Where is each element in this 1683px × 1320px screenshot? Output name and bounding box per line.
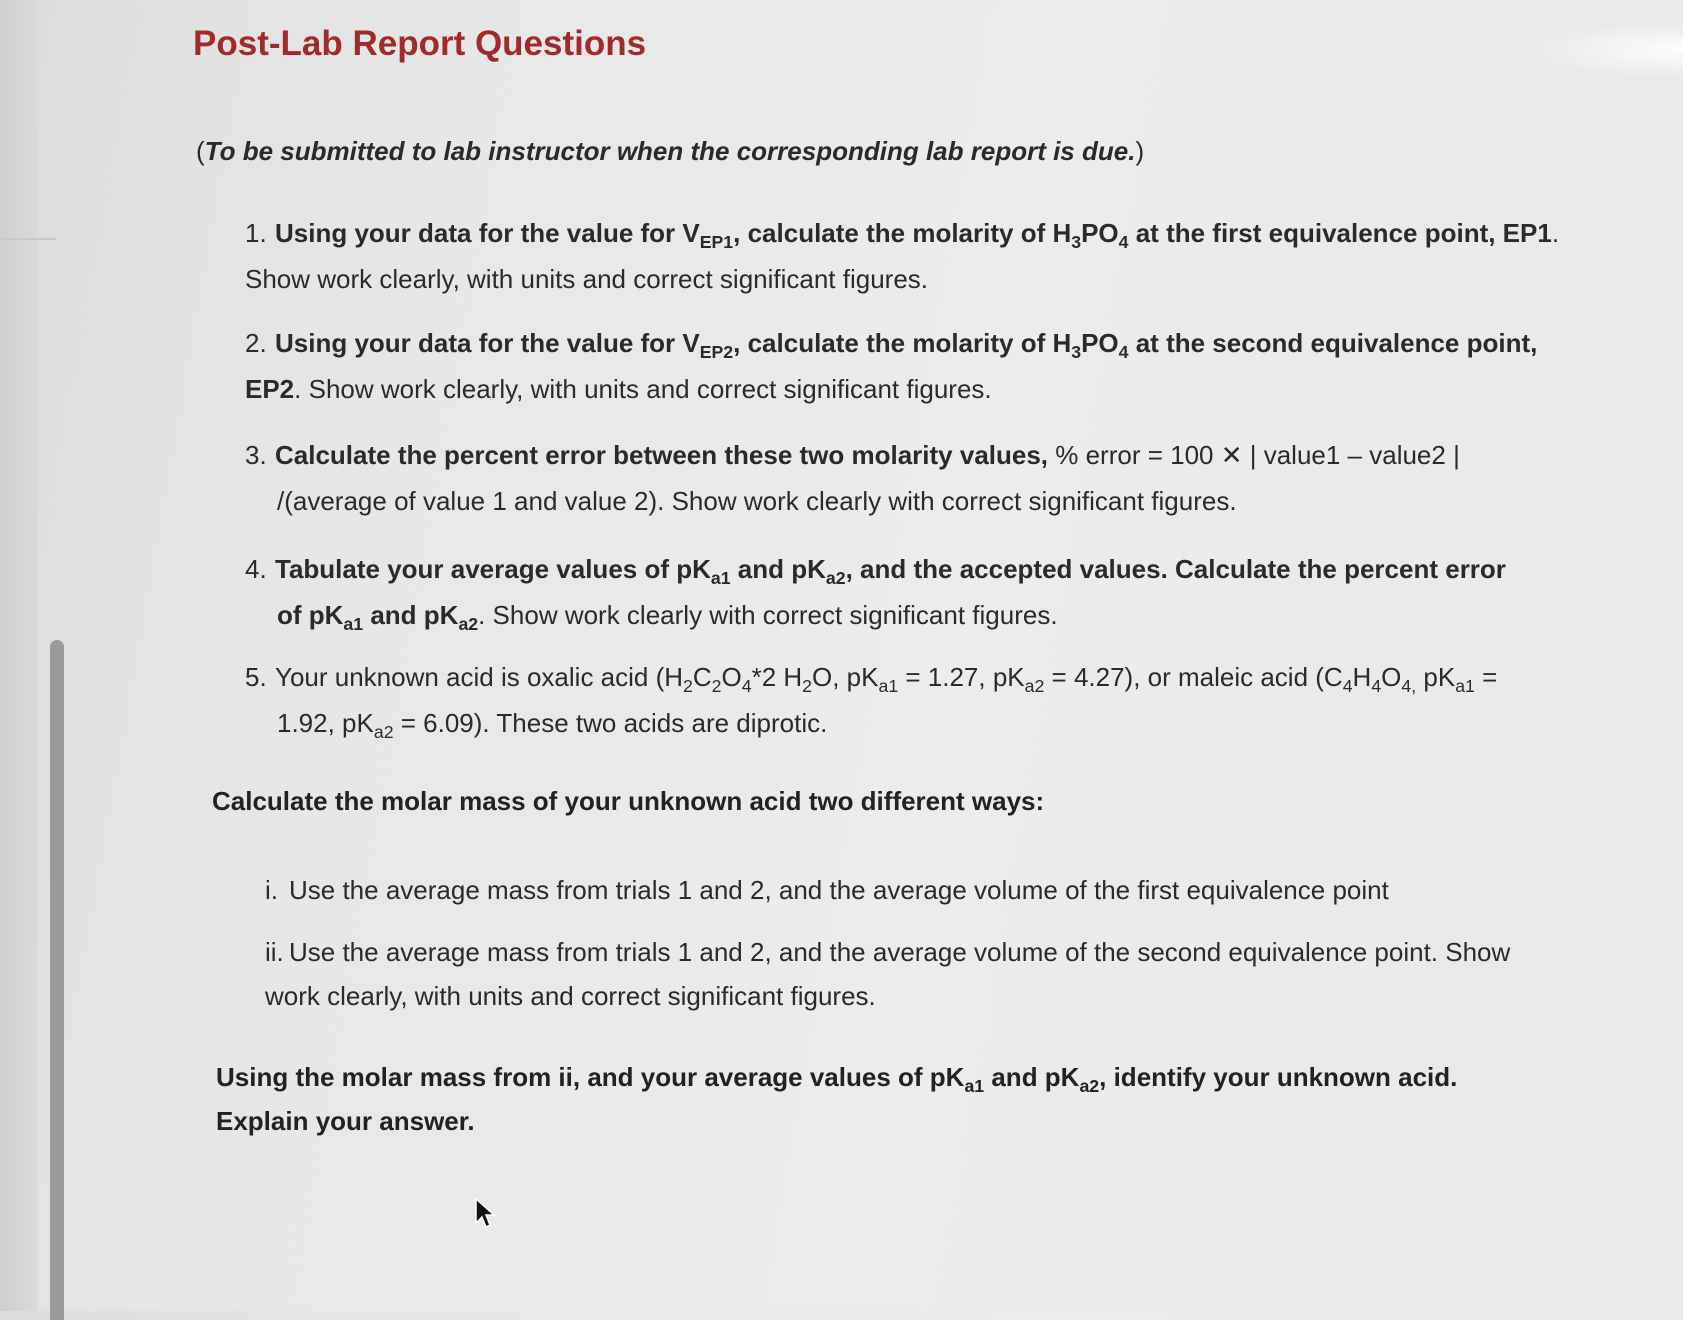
question-1	[245, 210, 1575, 302]
submission-note: (To be submitted to lab instructor when the corresponding lab report is due.)	[196, 136, 1145, 166]
question-text: Tabulate your average values of pK	[275, 554, 711, 584]
question-text: = 4.27), or maleic acid (C	[1044, 662, 1343, 692]
question-2	[245, 320, 1575, 412]
question-instructions: . Show work clearly, with units and correct significant figures.	[294, 374, 992, 404]
question-text: , calculate the molarity of H	[733, 328, 1072, 358]
sub-item-ii	[265, 930, 1565, 1018]
submission-note-text: To be submitted to lab instructor when the corresponding lab report is due.	[204, 136, 1136, 166]
question-number: 3.	[245, 440, 267, 470]
question-text: PO	[1081, 328, 1119, 358]
subscript: EP1	[699, 232, 734, 253]
question-number: 2.	[245, 328, 267, 358]
question-text: H	[1352, 662, 1372, 692]
question-text: Using your data for the value for V	[275, 218, 700, 248]
question-text: pK	[1416, 662, 1456, 692]
sub-item-text: Use the average mass from trials 1 and 2, and the average volume of the first equivalence point	[289, 875, 1389, 905]
sub-item-i	[265, 868, 1565, 912]
question-text: , calculate the molarity of H	[733, 218, 1072, 248]
subscript: a2	[458, 614, 479, 635]
subscript: 4	[1118, 342, 1129, 363]
question-text: , and the accepted values. Calculate the percent error	[845, 554, 1506, 584]
subscript: 3	[1071, 342, 1082, 363]
question-text: 1.92, pK	[277, 708, 374, 738]
question-text: , identify your unknown acid. Explain your answer.	[216, 1062, 1458, 1136]
sub-item-number: i.	[265, 875, 278, 905]
subscript: a1	[710, 568, 731, 589]
subscript: a2	[1079, 1076, 1100, 1097]
subscript: a1	[343, 614, 364, 635]
question-text: =	[1474, 662, 1498, 692]
subscript: 2	[711, 676, 722, 697]
question-text: = 1.27, pK	[898, 662, 1025, 692]
question-text: at the first equivalence point, EP1	[1128, 218, 1552, 248]
subscript: 4	[1118, 232, 1129, 253]
question-text: Using the molar mass from ii, and your average values of pK	[216, 1062, 965, 1092]
subscript: 4	[1371, 676, 1382, 697]
question-instructions: . Show work clearly with correct significant figures.	[478, 600, 1058, 630]
question-text: at the second equivalence point, EP2	[245, 328, 1538, 404]
question-instructions: . Show work clearly, with units and correct significant figures.	[245, 218, 1560, 294]
mouse-cursor-icon	[474, 1197, 496, 1229]
question-text: and pK	[363, 600, 459, 630]
question-text: Your unknown acid is oxalic acid (H	[275, 662, 684, 692]
question-instructions: /(average of value 1 and value 2). Show work clearly with correct significant figures.	[277, 486, 1237, 516]
question-4	[245, 546, 1575, 638]
question-text: and pK	[984, 1062, 1080, 1092]
question-text: O	[721, 662, 742, 692]
question-text: Calculate the percent error between these two molarity values,	[275, 440, 1049, 470]
subscript: 4	[1342, 676, 1353, 697]
subscript: 2	[802, 676, 812, 697]
page-title: Post-Lab Report Questions	[193, 24, 647, 63]
subscript: a1	[964, 1076, 985, 1097]
question-text: *2 H	[751, 662, 803, 692]
question-text: = 6.09). These two acids are diprotic.	[393, 708, 828, 738]
question-text: and pK	[730, 554, 826, 584]
percent-error-formula: % error = 100 ✕ | value1 – value2 |	[1048, 440, 1460, 470]
subscript: 4	[741, 676, 752, 697]
question-text: of pK	[277, 600, 344, 630]
question-number: 5.	[245, 662, 267, 692]
question-text: C	[692, 662, 712, 692]
subscript: a2	[1024, 676, 1045, 697]
question-5	[245, 654, 1575, 746]
subscript: a2	[825, 568, 846, 589]
question-3	[245, 432, 1575, 524]
question-number: 1.	[245, 218, 267, 248]
subscript: 2	[683, 676, 693, 697]
question-text: Using your data for the value for V	[275, 328, 700, 358]
section-heading: Calculate the molar mass of your unknown acid two different ways:	[212, 786, 1045, 816]
subscript: EP2	[699, 342, 734, 363]
subscript: a2	[373, 722, 394, 743]
question-text: O	[1381, 662, 1402, 692]
subscript: a1	[878, 676, 899, 697]
sub-item-text: Use the average mass from trials 1 and 2, and the average volume of the second equivalence point. Show work clearly, with units and correct significant figures.	[265, 937, 1511, 1011]
question-text: O, pK	[812, 662, 879, 692]
subscript: a1	[1455, 676, 1475, 697]
sub-item-number: ii.	[265, 937, 284, 967]
subscript: 4,	[1401, 676, 1417, 697]
subscript: 3	[1071, 232, 1082, 253]
question-text: PO	[1081, 218, 1119, 248]
question-number: 4.	[245, 554, 267, 584]
final-question	[216, 1055, 1546, 1143]
